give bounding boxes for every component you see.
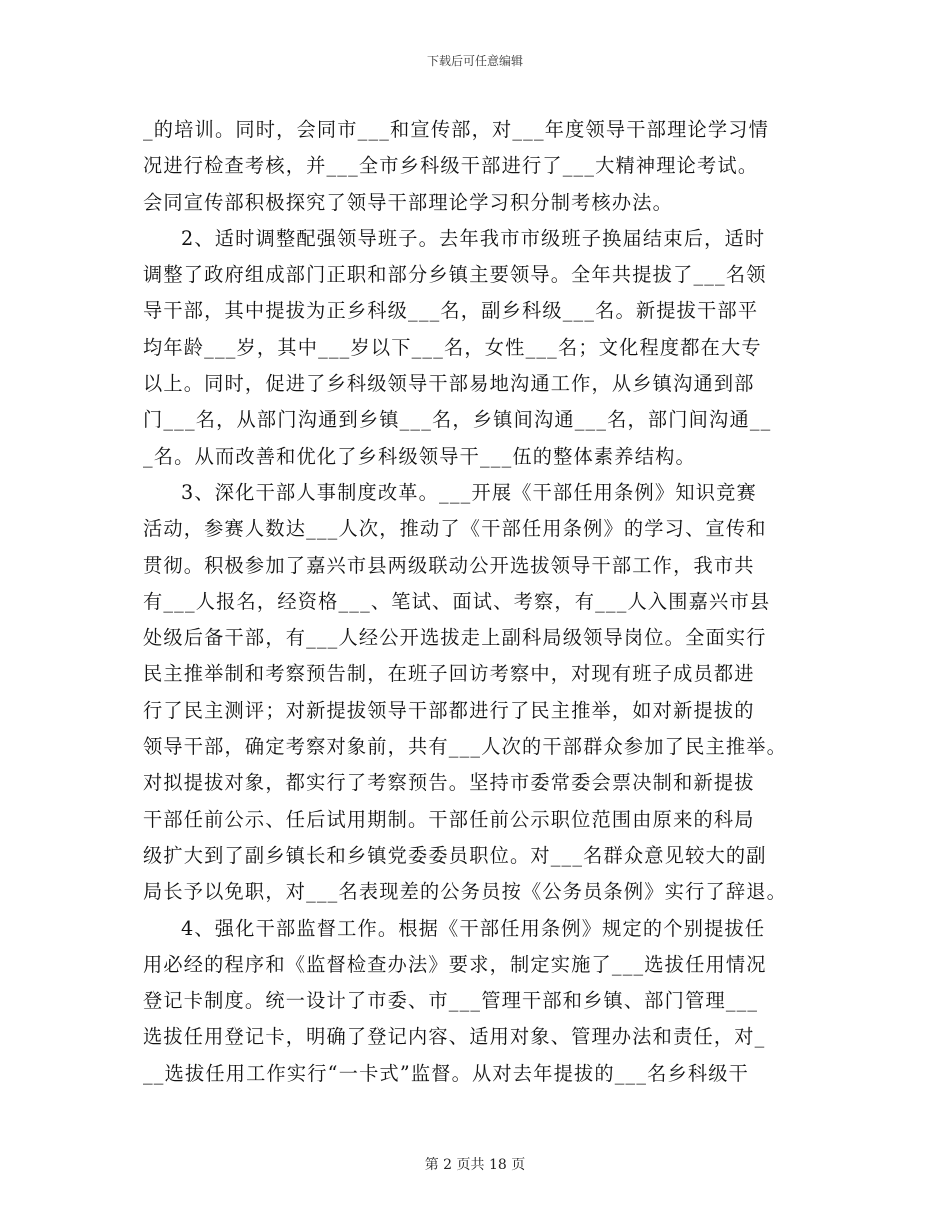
text-line: 导干部，其中提拔为正乡科级___名，副乡科级___名。新提拔干部平 [143,299,759,323]
text-line: 调整了政府组成部门正职和部分乡镇主要领导。全年共提拔了___名领 [143,263,767,287]
text-line: 行了民主测评；对新提拔领导干部都进行了民主推举，如对新提拔的 [143,698,755,722]
page-header: 下载后可任意编辑 [426,54,523,68]
text-line: 领导干部，确定考察对象前，共有___人次的干部群众参加了民主推举。 [143,735,788,759]
text-line: 级扩大到了副乡镇长和乡镇党委委员职位。对___名群众意见较大的副 [143,843,767,867]
text-line: 处级后备干部，有___人经公开选拔走上副科局级领导岗位。全面实行 [143,626,767,650]
text-line: 干部任前公示、任后试用期制。干部任前公示职位范围由原来的科局 [143,807,755,831]
page-footer: 第 2 页共 18 页 [424,1157,526,1173]
text-line: __选拔任用工作实行“一卡式”监督。从对去年提拔的___名乡科级干 [143,1061,750,1085]
text-line: 会同宣传部积极探究了领导干部理论学习积分制考核办法。 [143,190,674,214]
text-line: 对拟提拔对象，都实行了考察预告。坚持市委常委会票决制和新提拔 [143,771,755,795]
text-line: 均年龄___岁，其中___岁以下___名，女性___名；文化程度都在大专 [143,335,762,359]
text-line: 3、深化干部人事制度改革。___开展《干部任用条例》知识竞赛 [181,480,757,504]
text-line: 况进行检查考核，并___全市乡科级干部进行了___大精神理论考试。 [143,154,759,178]
text-line: 用必经的程序和《监督检查办法》要求，制定实施了___选拔任用情况 [143,952,767,976]
text-line: 2、适时调整配强领导班子。去年我市市级班子换届结束后，适时 [181,226,766,250]
text-line: 活动，参赛人数达___人次，推动了《干部任用条例》的学习、宣传和 [143,517,767,541]
text-line: 局长予以免职，对___名表现差的公务员按《公务员条例》实行了辞退。 [143,880,788,904]
text-line: _的培训。同时，会同市___和宣传部，对___年度领导干部理论学习情 [143,118,770,141]
text-line: 贯彻。积极参加了嘉兴市县两级联动公开选拔领导干部工作，我市共 [143,553,755,577]
text-line: 登记卡制度。统一设计了市委、市___管理干部和乡镇、部门管理___ [143,989,759,1013]
text-line: 4、强化干部监督工作。根据《干部任用条例》规定的个别提拔任 [181,916,766,940]
text-line: _名。从而改善和优化了乡科级领导干___伍的整体素养结构。 [143,444,696,468]
text-line: 选拔任用登记卡，明确了登记内容、适用对象、管理办法和责任，对_ [143,1025,766,1049]
text-line: 门___名，从部门沟通到乡镇___名，乡镇间沟通___名，部门间沟通__ [143,408,772,432]
text-line: 以上。同时，促进了乡科级领导干部易地沟通工作，从乡镇沟通到部 [143,372,755,396]
document-body [143,112,808,1092]
text-line: 民主推举制和考察预告制，在班子回访考察中，对现有班子成员都进 [143,662,755,686]
text-line: 有___人报名，经资格___、笔试、面试、考察，有___人入围嘉兴市县 [143,589,771,613]
